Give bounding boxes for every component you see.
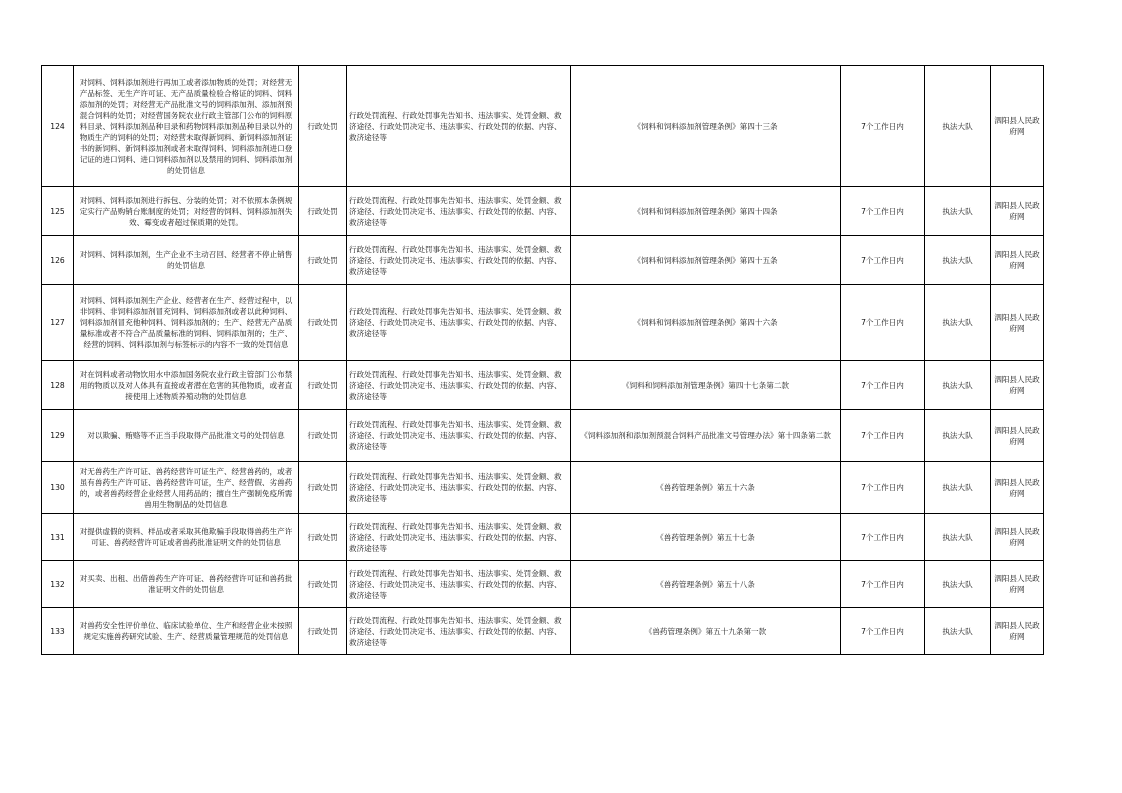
- cell-publishing-channel: 泗阳县人民政府网: [991, 361, 1044, 410]
- cell-serial-number: 126: [42, 236, 74, 285]
- cell-disclosure-content: 行政处罚流程、行政处罚事先告知书、违法事实、处罚金额、救济途径、行政处罚决定书、违法事实、行政处罚的依据、内容、救济途径等: [347, 608, 571, 655]
- cell-legal-basis: 《饲料和饲料添加剂管理条例》第四十五条: [571, 236, 841, 285]
- table-body: [42, 66, 1044, 655]
- cell-legal-basis: 《兽药管理条例》第五十七条: [571, 514, 841, 561]
- cell-department: 执法大队: [925, 236, 991, 285]
- cell-disclosure-content: 行政处罚流程、行政处罚事先告知书、违法事实、处罚金额、救济途径、行政处罚决定书、违法事实、行政处罚的依据、内容、救济途径等: [347, 410, 571, 462]
- cell-publishing-channel: 泗阳县人民政府网: [991, 608, 1044, 655]
- cell-time-limit: 7个工作日内: [841, 361, 925, 410]
- cell-disclosure-item: 对提供虚假的资料、样品或者采取其他欺骗手段取得兽药生产许可证、兽药经营许可证或者兽药批准证明文件的处罚信息: [74, 514, 299, 561]
- cell-time-limit: 7个工作日内: [841, 187, 925, 236]
- cell-department: 执法大队: [925, 285, 991, 361]
- table-row: [42, 285, 1044, 361]
- cell-item-type: 行政处罚: [299, 514, 347, 561]
- cell-item-type: 行政处罚: [299, 285, 347, 361]
- cell-department: 执法大队: [925, 361, 991, 410]
- table-row: [42, 514, 1044, 561]
- cell-time-limit: 7个工作日内: [841, 66, 925, 187]
- cell-department: 执法大队: [925, 187, 991, 236]
- cell-publishing-channel: 泗阳县人民政府网: [991, 514, 1044, 561]
- cell-disclosure-item: 对饲料、饲料添加剂生产企业、经营者在生产、经营过程中，以非饲料、非饲料添加剂冒充饲料、饲料添加剂或者以此种饲料、饲料添加剂冒充他种饲料、饲料添加剂的；生产、经营无产品质量标准或者不符合产品质量标准的饲料、饲料添加剂的；生产、经营的饲料、饲料添加剂与标签标示的内容不一致的处罚信息: [74, 285, 299, 361]
- cell-serial-number: 124: [42, 66, 74, 187]
- cell-disclosure-item: 对饲料、饲料添加剂进行拆包、分装的处罚；对不依照本条例规定实行产品购销台账制度的处罚；对经营的饲料、饲料添加剂失效、霉变或者超过保质期的处罚。: [74, 187, 299, 236]
- penalty-disclosure-table: [41, 65, 1044, 655]
- cell-disclosure-item: 对在饲料或者动物饮用水中添加国务院农业行政主管部门公布禁用的物质以及对人体具有直接或者潜在危害的其他物质，或者直接使用上述物质养殖动物的处罚信息: [74, 361, 299, 410]
- cell-serial-number: 129: [42, 410, 74, 462]
- cell-disclosure-item: 对无兽药生产许可证、兽药经营许可证生产、经营兽药的，或者虽有兽药生产许可证、兽药经营许可证，生产、经营假、劣兽药的，或者兽药经营企业经营人用药品的；擅自生产强制免疫所需兽用生物制品的处罚信息: [74, 462, 299, 514]
- cell-disclosure-content: 行政处罚流程、行政处罚事先告知书、违法事实、处罚金额、救济途径、行政处罚决定书、违法事实、行政处罚的依据、内容、救济途径等: [347, 514, 571, 561]
- cell-time-limit: 7个工作日内: [841, 608, 925, 655]
- cell-disclosure-item: 对饲料、饲料添加剂进行再加工或者添加物质的处罚；对经营无产品标签、无生产许可证、无产品质量检验合格证的饲料、饲料添加剂的处罚；对经营无产品批准文号的饲料添加剂、添加剂预混合饲料的处罚；对经营国务院农业行政主管部门公布的饲料原料目录、饲料添加剂品种目录和药物饲料添加剂品种目录以外的物质生产的饲料的处罚；对经营未取得新饲料、新饲料添加剂证书的新饲料、新饲料添加剂或者未取得饲料、饲料添加剂进口登记证的进口饲料、进口饲料添加剂以及禁用的饲料、饲料添加剂的处罚信息: [74, 66, 299, 187]
- cell-serial-number: 128: [42, 361, 74, 410]
- disclosure-table-wrapper: [41, 65, 1043, 655]
- cell-department: 执法大队: [925, 514, 991, 561]
- cell-item-type: 行政处罚: [299, 608, 347, 655]
- table-row: [42, 236, 1044, 285]
- cell-legal-basis: 《饲料和饲料添加剂管理条例》第四十三条: [571, 66, 841, 187]
- cell-item-type: 行政处罚: [299, 561, 347, 608]
- cell-serial-number: 130: [42, 462, 74, 514]
- cell-department: 执法大队: [925, 66, 991, 187]
- cell-serial-number: 131: [42, 514, 74, 561]
- cell-disclosure-content: 行政处罚流程、行政处罚事先告知书、违法事实、处罚金额、救济途径、行政处罚决定书、违法事实、行政处罚的依据、内容、救济途径等: [347, 285, 571, 361]
- cell-disclosure-item: 对买卖、出租、出借兽药生产许可证、兽药经营许可证和兽药批准证明文件的处罚信息: [74, 561, 299, 608]
- cell-disclosure-item: 对以欺骗、贿赂等不正当手段取得产品批准文号的处罚信息: [74, 410, 299, 462]
- cell-disclosure-content: 行政处罚流程、行政处罚事先告知书、违法事实、处罚金额、救济途径、行政处罚决定书、违法事实、行政处罚的依据、内容、救济途径等: [347, 462, 571, 514]
- cell-time-limit: 7个工作日内: [841, 462, 925, 514]
- cell-disclosure-content: 行政处罚流程、行政处罚事先告知书、违法事实、处罚金额、救济途径、行政处罚决定书、违法事实、行政处罚的依据、内容、救济途径等: [347, 236, 571, 285]
- cell-legal-basis: 《兽药管理条例》第五十九条第一款: [571, 608, 841, 655]
- table-row: [42, 410, 1044, 462]
- cell-time-limit: 7个工作日内: [841, 561, 925, 608]
- cell-disclosure-content: 行政处罚流程、行政处罚事先告知书、违法事实、处罚金额、救济途径、行政处罚决定书、违法事实、行政处罚的依据、内容、救济途径等: [347, 187, 571, 236]
- cell-publishing-channel: 泗阳县人民政府网: [991, 462, 1044, 514]
- cell-disclosure-content: 行政处罚流程、行政处罚事先告知书、违法事实、处罚金额、救济途径、行政处罚决定书、违法事实、行政处罚的依据、内容、救济途径等: [347, 361, 571, 410]
- cell-publishing-channel: 泗阳县人民政府网: [991, 236, 1044, 285]
- table-row: [42, 561, 1044, 608]
- cell-legal-basis: 《兽药管理条例》第五十六条: [571, 462, 841, 514]
- cell-serial-number: 133: [42, 608, 74, 655]
- cell-department: 执法大队: [925, 462, 991, 514]
- cell-disclosure-item: 对饲料、饲料添加剂，生产企业不主动召回、经营者不停止销售的处罚信息: [74, 236, 299, 285]
- cell-item-type: 行政处罚: [299, 361, 347, 410]
- cell-disclosure-content: 行政处罚流程、行政处罚事先告知书、违法事实、处罚金额、救济途径、行政处罚决定书、违法事实、行政处罚的依据、内容、救济途径等: [347, 561, 571, 608]
- cell-department: 执法大队: [925, 410, 991, 462]
- cell-time-limit: 7个工作日内: [841, 514, 925, 561]
- cell-item-type: 行政处罚: [299, 66, 347, 187]
- cell-serial-number: 127: [42, 285, 74, 361]
- table-row: [42, 187, 1044, 236]
- cell-department: 执法大队: [925, 561, 991, 608]
- cell-publishing-channel: 泗阳县人民政府网: [991, 561, 1044, 608]
- cell-serial-number: 125: [42, 187, 74, 236]
- cell-publishing-channel: 泗阳县人民政府网: [991, 66, 1044, 187]
- cell-legal-basis: 《饲料和饲料添加剂管理条例》第四十六条: [571, 285, 841, 361]
- table-row: [42, 361, 1044, 410]
- cell-legal-basis: 《饲料添加剂和添加剂预混合饲料产品批准文号管理办法》第十四条第二款: [571, 410, 841, 462]
- cell-publishing-channel: 泗阳县人民政府网: [991, 187, 1044, 236]
- table-row: [42, 608, 1044, 655]
- cell-legal-basis: 《兽药管理条例》第五十八条: [571, 561, 841, 608]
- cell-time-limit: 7个工作日内: [841, 285, 925, 361]
- cell-legal-basis: 《饲料和饲料添加剂管理条例》第四十四条: [571, 187, 841, 236]
- cell-publishing-channel: 泗阳县人民政府网: [991, 285, 1044, 361]
- cell-time-limit: 7个工作日内: [841, 410, 925, 462]
- cell-disclosure-item: 对兽药安全性评价单位、临床试验单位、生产和经营企业未按照规定实施兽药研究试验、生产、经营质量管理规范的处罚信息: [74, 608, 299, 655]
- cell-time-limit: 7个工作日内: [841, 236, 925, 285]
- cell-disclosure-content: 行政处罚流程、行政处罚事先告知书、违法事实、处罚金额、救济途径、行政处罚决定书、违法事实、行政处罚的依据、内容、救济途径等: [347, 66, 571, 187]
- table-row: [42, 66, 1044, 187]
- cell-department: 执法大队: [925, 608, 991, 655]
- cell-item-type: 行政处罚: [299, 236, 347, 285]
- cell-serial-number: 132: [42, 561, 74, 608]
- cell-item-type: 行政处罚: [299, 462, 347, 514]
- table-row: [42, 462, 1044, 514]
- cell-publishing-channel: 泗阳县人民政府网: [991, 410, 1044, 462]
- cell-item-type: 行政处罚: [299, 187, 347, 236]
- cell-legal-basis: 《饲料和饲料添加剂管理条例》第四十七条第二款: [571, 361, 841, 410]
- cell-item-type: 行政处罚: [299, 410, 347, 462]
